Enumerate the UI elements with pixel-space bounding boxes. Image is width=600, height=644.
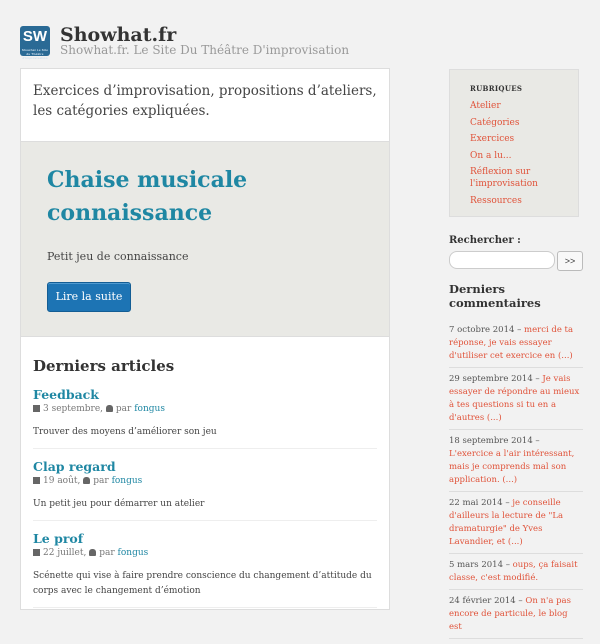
- site-logo[interactable]: [20, 26, 50, 60]
- comment-date: 7 octobre 2014: [449, 325, 515, 335]
- calendar-icon: [33, 549, 40, 556]
- article-excerpt: Trouver des moyens d’améliorer son jeu: [33, 427, 217, 437]
- intro-text: Exercices d’improvisation, propositions d’ateliers, les catégories expliquées.: [33, 83, 377, 119]
- comment-item: 24 février 2014 – On n'a pas encore de particule, le blog est: [449, 595, 583, 639]
- comment-link[interactable]: oups, ça faisait classe, c'est modifié.: [449, 560, 578, 583]
- article-item: [33, 531, 377, 608]
- comment-link[interactable]: On n'a pas encore de particule, le blog est: [449, 596, 571, 632]
- user-icon: [83, 477, 90, 484]
- article-title[interactable]: Clap regard: [33, 459, 116, 474]
- article-excerpt: Scénette qui vise à faire prendre conscience du changement d’attitude du corps avec le changement d’émotion: [33, 571, 372, 596]
- article-by: par: [99, 548, 115, 558]
- comment-item: 5 mars 2014 – oups, ça faisait classe, c'est modifié.: [449, 559, 583, 590]
- site-title[interactable]: Showhat.fr: [60, 24, 177, 46]
- comment-link[interactable]: Je vais essayer de répondre au mieux à tes questions si tu en a d'autres (...): [449, 374, 580, 423]
- comment-item: 18 septembre 2014 – L'exercice a l'air intéressant, mais je comprends mal son application. (...): [449, 435, 583, 492]
- article-date: 22 juillet,: [43, 548, 87, 558]
- rubrique-link[interactable]: On a lu...: [470, 150, 512, 161]
- featured-post: [21, 141, 389, 337]
- rubriques-heading: RUBRIQUES: [470, 84, 523, 93]
- article-title[interactable]: Feedback: [33, 387, 99, 402]
- rubriques-list: [470, 100, 570, 211]
- rubrique-link[interactable]: Catégories: [470, 117, 520, 128]
- recent-comments-list: [449, 324, 583, 644]
- search-label: Rechercher :: [449, 235, 521, 246]
- comment-link[interactable]: merci de ta réponse, je vais essayer d'utiliser cet exercice en (...): [449, 325, 574, 361]
- article-date: 19 août,: [43, 476, 81, 486]
- search-button[interactable]: >>: [557, 251, 583, 271]
- rubrique-link[interactable]: Réflexion sur l'improvisation: [470, 167, 538, 189]
- read-more-button[interactable]: Lire la suite: [47, 282, 131, 312]
- comment-date: 24 février 2014: [449, 596, 516, 606]
- article-author[interactable]: fongus: [111, 476, 143, 486]
- rubrique-link[interactable]: Atelier: [470, 101, 501, 111]
- search-input[interactable]: [449, 251, 555, 269]
- rubriques-widget: [449, 69, 579, 217]
- comment-date: 5 mars 2014: [449, 560, 503, 570]
- article-by: par: [115, 404, 132, 414]
- site-header: [20, 24, 580, 60]
- featured-excerpt: Petit jeu de connaissance: [47, 250, 189, 263]
- comment-item: 7 octobre 2014 – merci de ta réponse, je vais essayer d'utiliser cet exercice en (...): [449, 324, 583, 368]
- recent-articles-heading: Derniers articles: [33, 357, 175, 375]
- logo-text: SW: [22, 28, 48, 45]
- article-date: 3 septembre,: [43, 404, 104, 414]
- article-meta: [33, 475, 377, 487]
- article-meta: [33, 403, 377, 415]
- user-icon: [106, 405, 113, 412]
- comment-link[interactable]: L'exercice a l'air intéressant, mais je comprends mal son application. (...): [449, 449, 575, 485]
- calendar-icon: [33, 477, 40, 484]
- article-title[interactable]: Le prof: [33, 531, 84, 546]
- article-author[interactable]: fongus: [117, 548, 149, 558]
- rubrique-link[interactable]: Exercices: [470, 134, 515, 144]
- calendar-icon: [33, 405, 40, 412]
- recent-comments-heading: Derniers commentaires: [449, 282, 541, 310]
- comment-date: 18 septembre 2014: [449, 436, 533, 446]
- article-meta: [33, 547, 377, 559]
- rubrique-link[interactable]: Ressources: [470, 195, 522, 206]
- featured-title[interactable]: Chaise musicale connaissance: [47, 167, 248, 226]
- user-icon: [89, 549, 96, 556]
- article-author[interactable]: fongus: [134, 404, 165, 414]
- article-item: [33, 387, 377, 449]
- comment-date: 22 mai 2014: [449, 498, 503, 508]
- comment-item: 29 septembre 2014 – Je vais essayer de répondre au mieux à tes questions si tu en a d'autres (...): [449, 373, 583, 430]
- comment-date: 29 septembre 2014: [449, 374, 533, 384]
- comment-item: 22 mai 2014 – je conseille d'ailleurs la lecture de "La dramaturgie" de Yves Lavandier, et (...): [449, 497, 583, 554]
- article-excerpt: Un petit jeu pour démarrer un atelier: [33, 499, 205, 509]
- comment-link[interactable]: je conseille d'ailleurs la lecture de "La dramaturgie" de Yves Lavandier, et (...): [449, 498, 564, 547]
- logo-subtext: Showhat Le Site du Théâtre d'Improvisation: [21, 48, 49, 60]
- article-item: [33, 459, 377, 521]
- main-content: [20, 68, 390, 610]
- article-by: par: [93, 476, 109, 486]
- recent-articles: [33, 357, 377, 618]
- site-description: Showhat.fr. Le Site Du Théâtre D'improvisation: [60, 43, 350, 57]
